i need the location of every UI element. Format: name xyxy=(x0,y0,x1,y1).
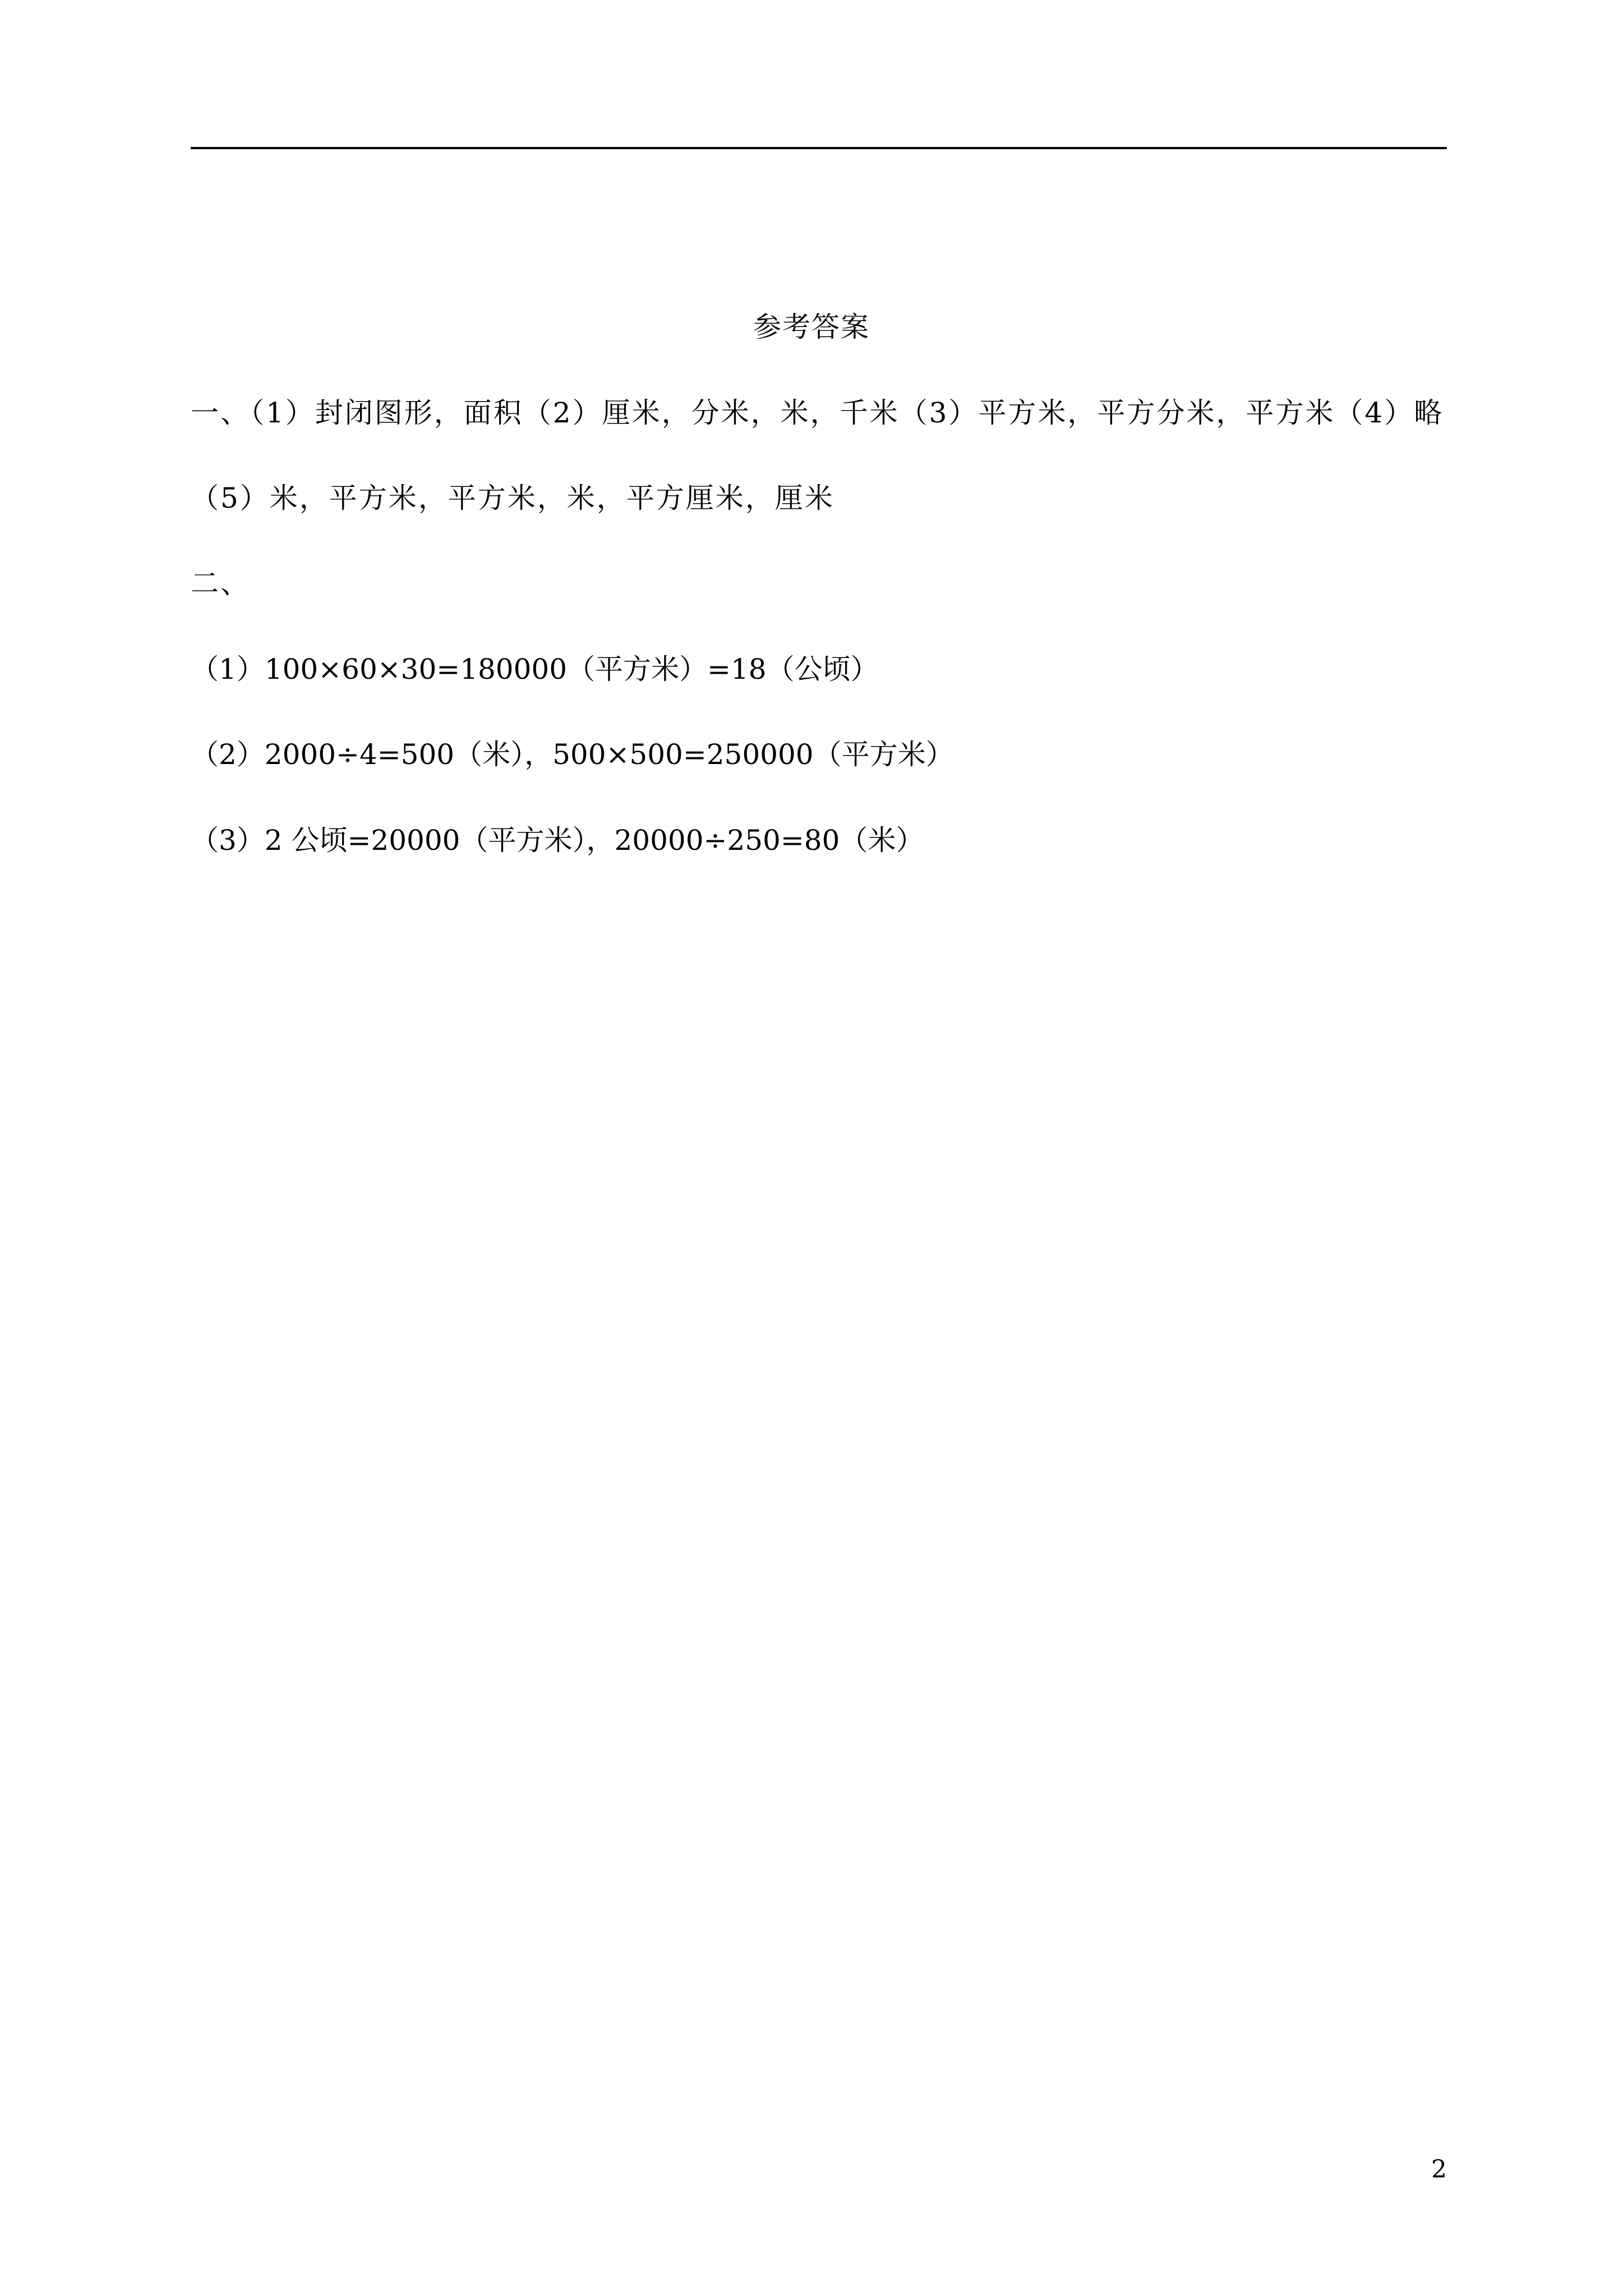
answer-line-3: （3）2 公顷=20000（平方米），20000÷250=80（米） xyxy=(191,824,924,857)
page-number: 2 xyxy=(1431,2155,1447,2184)
header-rule xyxy=(191,147,1447,149)
section-two-heading: 二、 xyxy=(191,567,250,600)
answer-line-2: （2）2000÷4=500（米），500×500=250000（平方米） xyxy=(191,738,954,771)
section-one-line-1: 一、（1）封闭图形，面积（2）厘米，分米，米，千米（3）平方米，平方分米，平方米（4）略 xyxy=(191,397,1444,429)
section-one-line-2: （5）米，平方米，平方米，米，平方厘米，厘米 xyxy=(191,482,834,514)
answer-line-1: （1）100×60×30=180000（平方米）=18（公顷） xyxy=(191,653,879,685)
page-title: 参考答案 xyxy=(753,311,870,343)
